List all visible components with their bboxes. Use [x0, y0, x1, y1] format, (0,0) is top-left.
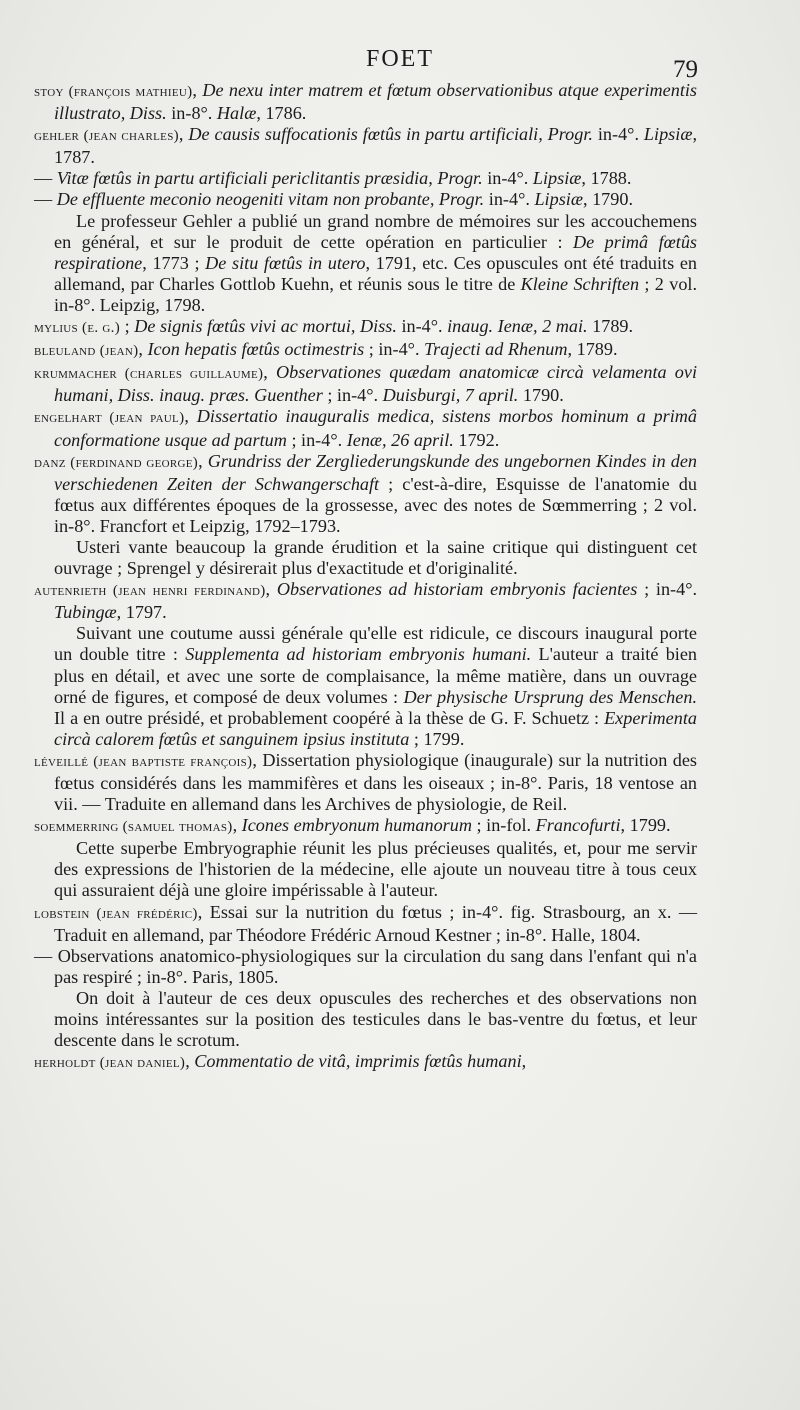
bibliography-entry: autenrieth (jean henri ferdinand), Observationes ad historiam embryonis facientes ; in-4°. Tubingæ, 1797. [34, 579, 698, 623]
bibliography-entry: mylius (e. g.) ; De signis fœtûs vivi ac mortui, Diss. in-4°. inaug. Ienæ, 2 mai. 1789. [34, 316, 634, 337]
entry-author: mylius (e. g.) [34, 320, 121, 337]
commentary-paragraph: Le professeur Gehler a publié un grand nombre de mémoires sur les accouchemens en général, et sur le produit de cette opération en particulier : De primâ fœtûs respiratione, 1773 ; De situ fœtûs in utero, 1791, etc. Ces opuscules ont été traduits en allemand, par Charles Gottlob Kuehn, et réunis sous le titre de Kleine Schriften ; 2 vol. in-8°. Leipzig, 1798. [54, 210, 698, 315]
bibliography-entry: bleuland (jean), Icon hepatis fœtûs octimestris ; in-4°. Trajecti ad Rhenum, 1789. [34, 339, 618, 360]
ditto-dash: — [34, 189, 53, 210]
bibliography-entry: — Vitæ fœtûs in partu artificiali periclitantis præsidia, Progr. in-4°. Lipsiæ, 1788. [34, 168, 632, 189]
entry-title: De effluente meconio neogeniti vitam non probante, Progr. [56, 189, 485, 210]
entry-author: bleuland (jean) [34, 343, 139, 360]
entry-title: Icon hepatis fœtûs octimestris [147, 339, 365, 360]
bibliography-entry: herholdt (jean daniel), Commentatio de vitâ, imprimis fœtûs humani, [34, 1051, 527, 1072]
bibliography-entry: danz (ferdinand george), Grundriss der Zergliederungskunde des ungebornen Kindes in den verschiedenen Zeiten der Schwangerschaft ; c'est-à-dire, Esquisse de l'anatomie du fœtus aux différentes époques de la grossesse, avec des notes de Sœmmerring ; 2 vol. in-8°. Francfort et Leipzig, 1792–1793. [34, 450, 697, 536]
page-number: 79 [673, 56, 698, 83]
ditto-dash: — [34, 168, 53, 189]
bibliography-entry: krummacher (charles guillaume), Observationes quædam anatomicæ circà velamenta ovi humani, Diss. inaug. præs. Guenther ; in-4°. Duisburgi, 7 april. 1790. [34, 362, 698, 406]
bibliography-entry: stoy (françois mathieu), De nexu inter matrem et fœtum observationibus atque experimentis illustrato, Diss. in-8°. Halæ, 1786. [34, 80, 697, 124]
commentary-paragraph: Cette superbe Embryographie réunit les plus précieuses qualités, et, pour me servir des expressions de l'historien de la médecine, elle ajoute un nouveau titre à tous ceux qui assuraient déjà une gloire impérissable à l'auteur. [54, 838, 697, 901]
entry-author: stoy (françois mathieu) [34, 84, 193, 100]
entry-author: herholdt (jean daniel) [34, 1055, 186, 1072]
bibliography-entry: — De effluente meconio neogeniti vitam non probante, Progr. in-4°. Lipsiæ, 1790. [34, 189, 633, 210]
entry-author: soemmerring (samuel thomas) [34, 819, 233, 836]
bibliography-entry: gehler (jean charles), De causis suffocationis fœtûs in partu artificiali, Progr. in-4°. Lipsiæ, 1787. [34, 124, 697, 168]
bibliography-body [34, 80, 697, 1074]
entry-title: Dissertatio inauguralis medica, sistens morbos hominum a primâ conformatione usque ad partum [54, 406, 697, 450]
commentary-paragraph: Usteri vante beaucoup la grande érudition et la saine critique qui distinguent cet ouvrage ; Sprengel y désirerait plus d'exactitude et d'originalité. [54, 536, 697, 579]
entry-author: lobstein (jean frédéric) [34, 905, 198, 922]
entry-title: Vitæ fœtûs in partu artificiali periclitantis præsidia, Progr. [56, 168, 483, 189]
bibliography-entry: — Observations anatomico-physiologiques sur la circulation du sang dans l'enfant qui n'a pas respiré ; in-8°. Paris, 1805. [34, 945, 698, 987]
entry-title: Observationes quædam anatomicæ circà velamenta ovi humani, Diss. inaug. præs. Guenther [54, 362, 698, 406]
entry-title: Observationes ad historiam embryonis facientes [276, 579, 638, 600]
bibliography-entry: engelhart (jean paul), Dissertatio inauguralis medica, sistens morbos hominum a primâ conformatione usque ad partum ; in-4°. Ienæ, 26 april. 1792. [34, 406, 697, 450]
bibliography-entry: léveillé (jean baptiste françois), Dissertation physiologique (inaugurale) sur la nutrition des fœtus considérés dans les mammifères et dans les oiseaux ; in-8°. Paris, 18 ventose an vii. — Traduite en allemand dans les Archives de physiologie, de Reil. [34, 749, 698, 815]
bibliography-entry: lobstein (jean frédéric), Essai sur la nutrition du fœtus ; in-4°. fig. Strasbourg, an x. — Traduit en allemand, par Théodore Frédéric Arnoud Kestner ; in-8°. Halle, 1804. [34, 901, 697, 945]
entry-title: Commentatio de vitâ, imprimis fœtûs humani [194, 1051, 522, 1072]
page-header [0, 46, 800, 83]
entry-title: Icones embryonum humanorum [241, 815, 472, 836]
commentary-paragraph: On doit à l'auteur de ces deux opuscules des recherches et des observations non moins intéressantes sur la position des testicules dans le bas-ventre du fœtus, et leur descente dans le scrotum. [54, 987, 697, 1051]
commentary-paragraph: Suivant une coutume aussi générale qu'elle est ridicule, ce discours inaugural porte un double titre : Supplementa ad historiam embryonis humani. L'auteur a traité bien plus en détail, et avec une sorte de complaisance, la même matière, dans un ouvrage orné de figures, et composé de deux volumes : Der physische Ursprung des Menschen. Il a en outre présidé, et probablement coopéré à la thèse de G. F. Schuetz : Experimenta circà calorem fœtûs et sanguinem ipsius instituta ; 1799. [54, 623, 698, 749]
entry-author: engelhart (jean paul) [34, 410, 185, 427]
bibliography-entry: soemmerring (samuel thomas), Icones embryonum humanorum ; in-fol. Francofurti, 1799. [34, 815, 671, 836]
ditto-dash: — [34, 945, 53, 966]
entry-author: gehler (jean charles) [34, 128, 179, 145]
entry-author: krummacher (charles guillaume) [34, 366, 264, 383]
entry-title: De causis suffocationis fœtûs in partu artificiali, Progr. [188, 124, 593, 145]
entry-author: autenrieth (jean henri ferdinand) [34, 583, 266, 600]
entry-author: danz (ferdinand george) [34, 454, 199, 471]
entry-title: Grundriss der Zergliederungskunde des ungebornen Kindes in den verschiedenen Zeiten der Schwangerschaft [54, 450, 697, 494]
running-head: FOET [366, 46, 434, 72]
entry-title: De nexu inter matrem et fœtum observationibus atque experimentis illustrato, Diss. [54, 80, 697, 124]
entry-title: De signis fœtûs vivi ac mortui, Diss. [134, 316, 397, 337]
entry-author: léveillé (jean baptiste françois) [34, 753, 253, 770]
